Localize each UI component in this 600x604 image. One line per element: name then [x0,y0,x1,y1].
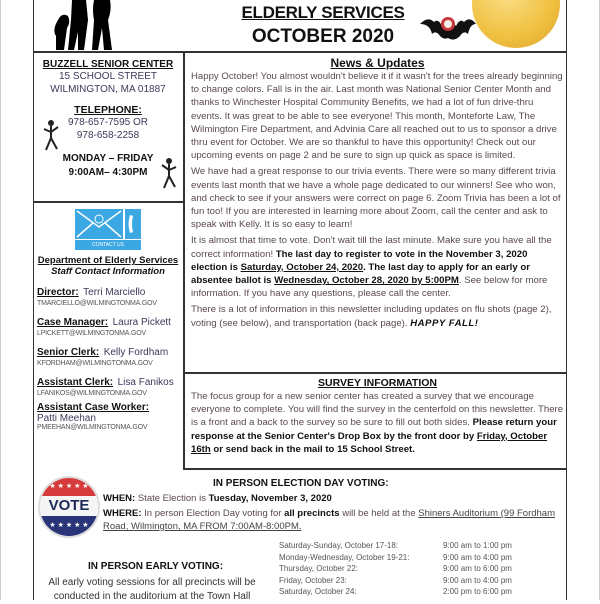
contact-us-icon [75,209,141,251]
schedule-row [279,563,559,575]
staff-email[interactable]: LFANIKOS@WILMINGTONMA.GOV [37,390,147,397]
schedule-time: 9:00 am to 4:00 pm [443,575,512,585]
staff-entry-assistant-clerk [37,372,179,397]
staff-contact-title: Staff Contact Information [51,266,165,277]
schedule-time: 9:00 am to 6:00 pm [443,564,512,573]
news-paragraph: We have had a great response to our trivia events. There were so many different trivia events last month that we have a whole page dedicated to our winners! See who won, and check to see if your answers were correct on page 6. Zoom Trivia has been a lot of fun too! If you are interested in learning more about Zoom, call the center and ask to speak with Kelly. It is so easy to learn! [191,166,561,231]
staff-contact-box [33,203,183,470]
news-paragraph-voting [191,234,564,300]
staff-role: Assistant Clerk: [37,377,114,388]
where-label: WHERE: [103,508,142,519]
staff-entry-assistant-case-worker [37,402,179,431]
contact-us-label: CONTACT US [75,240,141,250]
text: . See below for more information. If you have any questions, please call the center. [191,275,548,300]
survey-mail-text: or send back in the mail to 15 School Street. [210,443,415,455]
news-paragraph [191,303,564,329]
schedule-time: 9:00 am to 1:00 pm [443,541,512,550]
staff-role: Assistant Case Worker: [37,402,150,413]
register-deadline: Saturday, October 24, 2020 [240,261,364,273]
schedule-row [279,586,559,598]
skeleton-icon [41,119,61,153]
phone-number-1: 978-657-7595 OR [67,117,149,128]
newsletter-header [33,0,567,53]
schedule-time: 2:00 pm to 6:00 pm [443,587,512,596]
election-date: Tuesday, November 3, 2020 [208,493,332,504]
election-where [103,507,563,533]
news-updates-section [185,53,567,374]
department-name: Department of Elderly Services [37,255,179,266]
survey-section [185,374,567,470]
staff-email[interactable]: PMEEHAN@WILMINGTONMA.GOV [37,424,148,431]
election-day-title: IN PERSON ELECTION DAY VOTING: [213,478,389,489]
text: It is almost that time to vote. Don't wait till the last minute. Make sure you have all the correct information! [191,235,552,260]
early-voting-schedule [279,540,559,598]
text: In person Election Day voting for [141,508,285,519]
schedule-day: Friday, October 23: [279,575,347,585]
staff-name: Lisa Fanikos [117,377,174,388]
vote-badge-icon [38,476,100,538]
moon-icon [472,0,560,48]
stars: ★ ★ ★ ★ ★ [40,478,98,496]
staff-name: Terri Marciello [83,287,146,298]
staff-email[interactable]: LPICKETT@WILMINGTONMA.GOV [37,330,146,337]
schedule-time: 9:00 am to 4:00 pm [443,552,512,562]
text: The last day to register to vote in the November 3, 2020 election is [191,248,528,273]
schedule-row [279,540,559,552]
election-when [103,493,332,504]
bat-icon [418,10,478,42]
election-location: Shiners Auditorium (99 Fordham Road, Wilmington, MA FROM 7:00AM-8:00PM. [103,508,556,532]
envelope-icon [75,209,123,239]
staff-entry-case-manager [37,312,179,337]
staff-entry-senior-clerk [37,342,179,367]
center-info-box [33,53,183,203]
schedule-day: Thursday, October 22: [279,564,358,573]
staff-name: Patti Meehan [37,413,96,424]
staff-name: Kelly Fordham [103,347,169,358]
survey-text: The focus group for a new senior center has created a survey that we encourage everyone to complete. You will find the survey in the centerfold on this newsletter. There is a front and a back to the survey so be sure to fill out both sides. [191,391,564,429]
phone-number-2: 978-658-2258 [76,130,140,141]
newsletter-date: OCTOBER 2020 [251,26,395,47]
page-edge [0,0,1,600]
vote-label: VOTE [40,496,98,516]
text: There is a lot of information in this newsletter including updates on flu shots (page 2), voting (see below), and transportation (back page). [191,304,552,329]
staff-role: Director: [37,287,79,298]
news-paragraph: Happy October! You almost wouldn't believe it if it wasn't for the trees already beginning to change colors. Fall is in the air. Last month was National Senior Center Month and thanks to Winchester Hospital Community Benefits, we had a lot of fun drive-thru events. It was great to be able to see everyone! This month, Monteforte Law, The Wilmington Fire Department, and Advinia Care all reached out to us to sponsor a drive thru event for October. We are so thankful to have this opportunity! Check out our upcoming events on page 2 and be sure to sign up quick as space is limited. [191,71,563,162]
newsletter-title: ELDERLY SERVICES [241,3,405,22]
telephone-label: TELEPHONE: [74,104,142,116]
staff-email[interactable]: KFORDHAM@WILMINGTONMA.GOV [37,360,153,367]
staff-name: Laura Pickett [112,317,171,328]
skeleton-icon [159,157,179,191]
office-hours: 9:00AM– 4:30PM [68,167,148,178]
center-street: 15 SCHOOL STREET [59,71,157,82]
text: will be held at the [339,508,419,519]
when-label: WHEN: [103,493,136,504]
schedule-row [279,552,559,564]
text: all precincts [284,508,340,519]
staff-role: Senior Clerk: [37,347,100,358]
text: . The last day to apply for an early or absentee ballot is [191,261,530,287]
stars: ★ ★ ★ ★ ★ [40,516,98,536]
survey-title: SURVEY INFORMATION [317,377,437,389]
voting-section [33,470,567,600]
early-voting-text: All early voting sessions for all precincts will be conducted in the auditorium at the Town Hall [48,577,256,602]
phone-icon [125,209,141,239]
left-sidebar [33,53,185,470]
survey-deadline: Friday, October 16th [191,430,548,455]
text: State Election is [135,493,209,504]
silhouette-children-icon [50,0,120,52]
news-title: News & Updates [330,56,425,70]
schedule-day: Saturday-Sunday, October 17-18: [279,541,399,550]
staff-role: Case Manager: [37,317,109,328]
schedule-day: Saturday, October 24: [279,587,357,596]
survey-return-text: Please return your response at the Senior Center's Drop Box by the front door by [191,417,557,442]
schedule-day: Monday-Wednesday, October 19-21: [279,552,410,562]
center-name: BUZZELL SENIOR CENTER [42,59,174,70]
ballot-deadline: Wednesday, October 28, 2020 by 5:00PM [274,275,459,287]
office-days: MONDAY – FRIDAY [62,153,154,164]
center-city: WILMINGTON, MA 01887 [50,84,166,95]
staff-email[interactable]: TMARCIELLO@WILMINGTONMA.GOV [37,300,157,307]
schedule-row [279,575,559,587]
happy-fall-text: HAPPY FALL! [410,317,479,329]
early-voting-title: IN PERSON EARLY VOTING: [88,561,224,572]
staff-entry-director [37,282,179,307]
